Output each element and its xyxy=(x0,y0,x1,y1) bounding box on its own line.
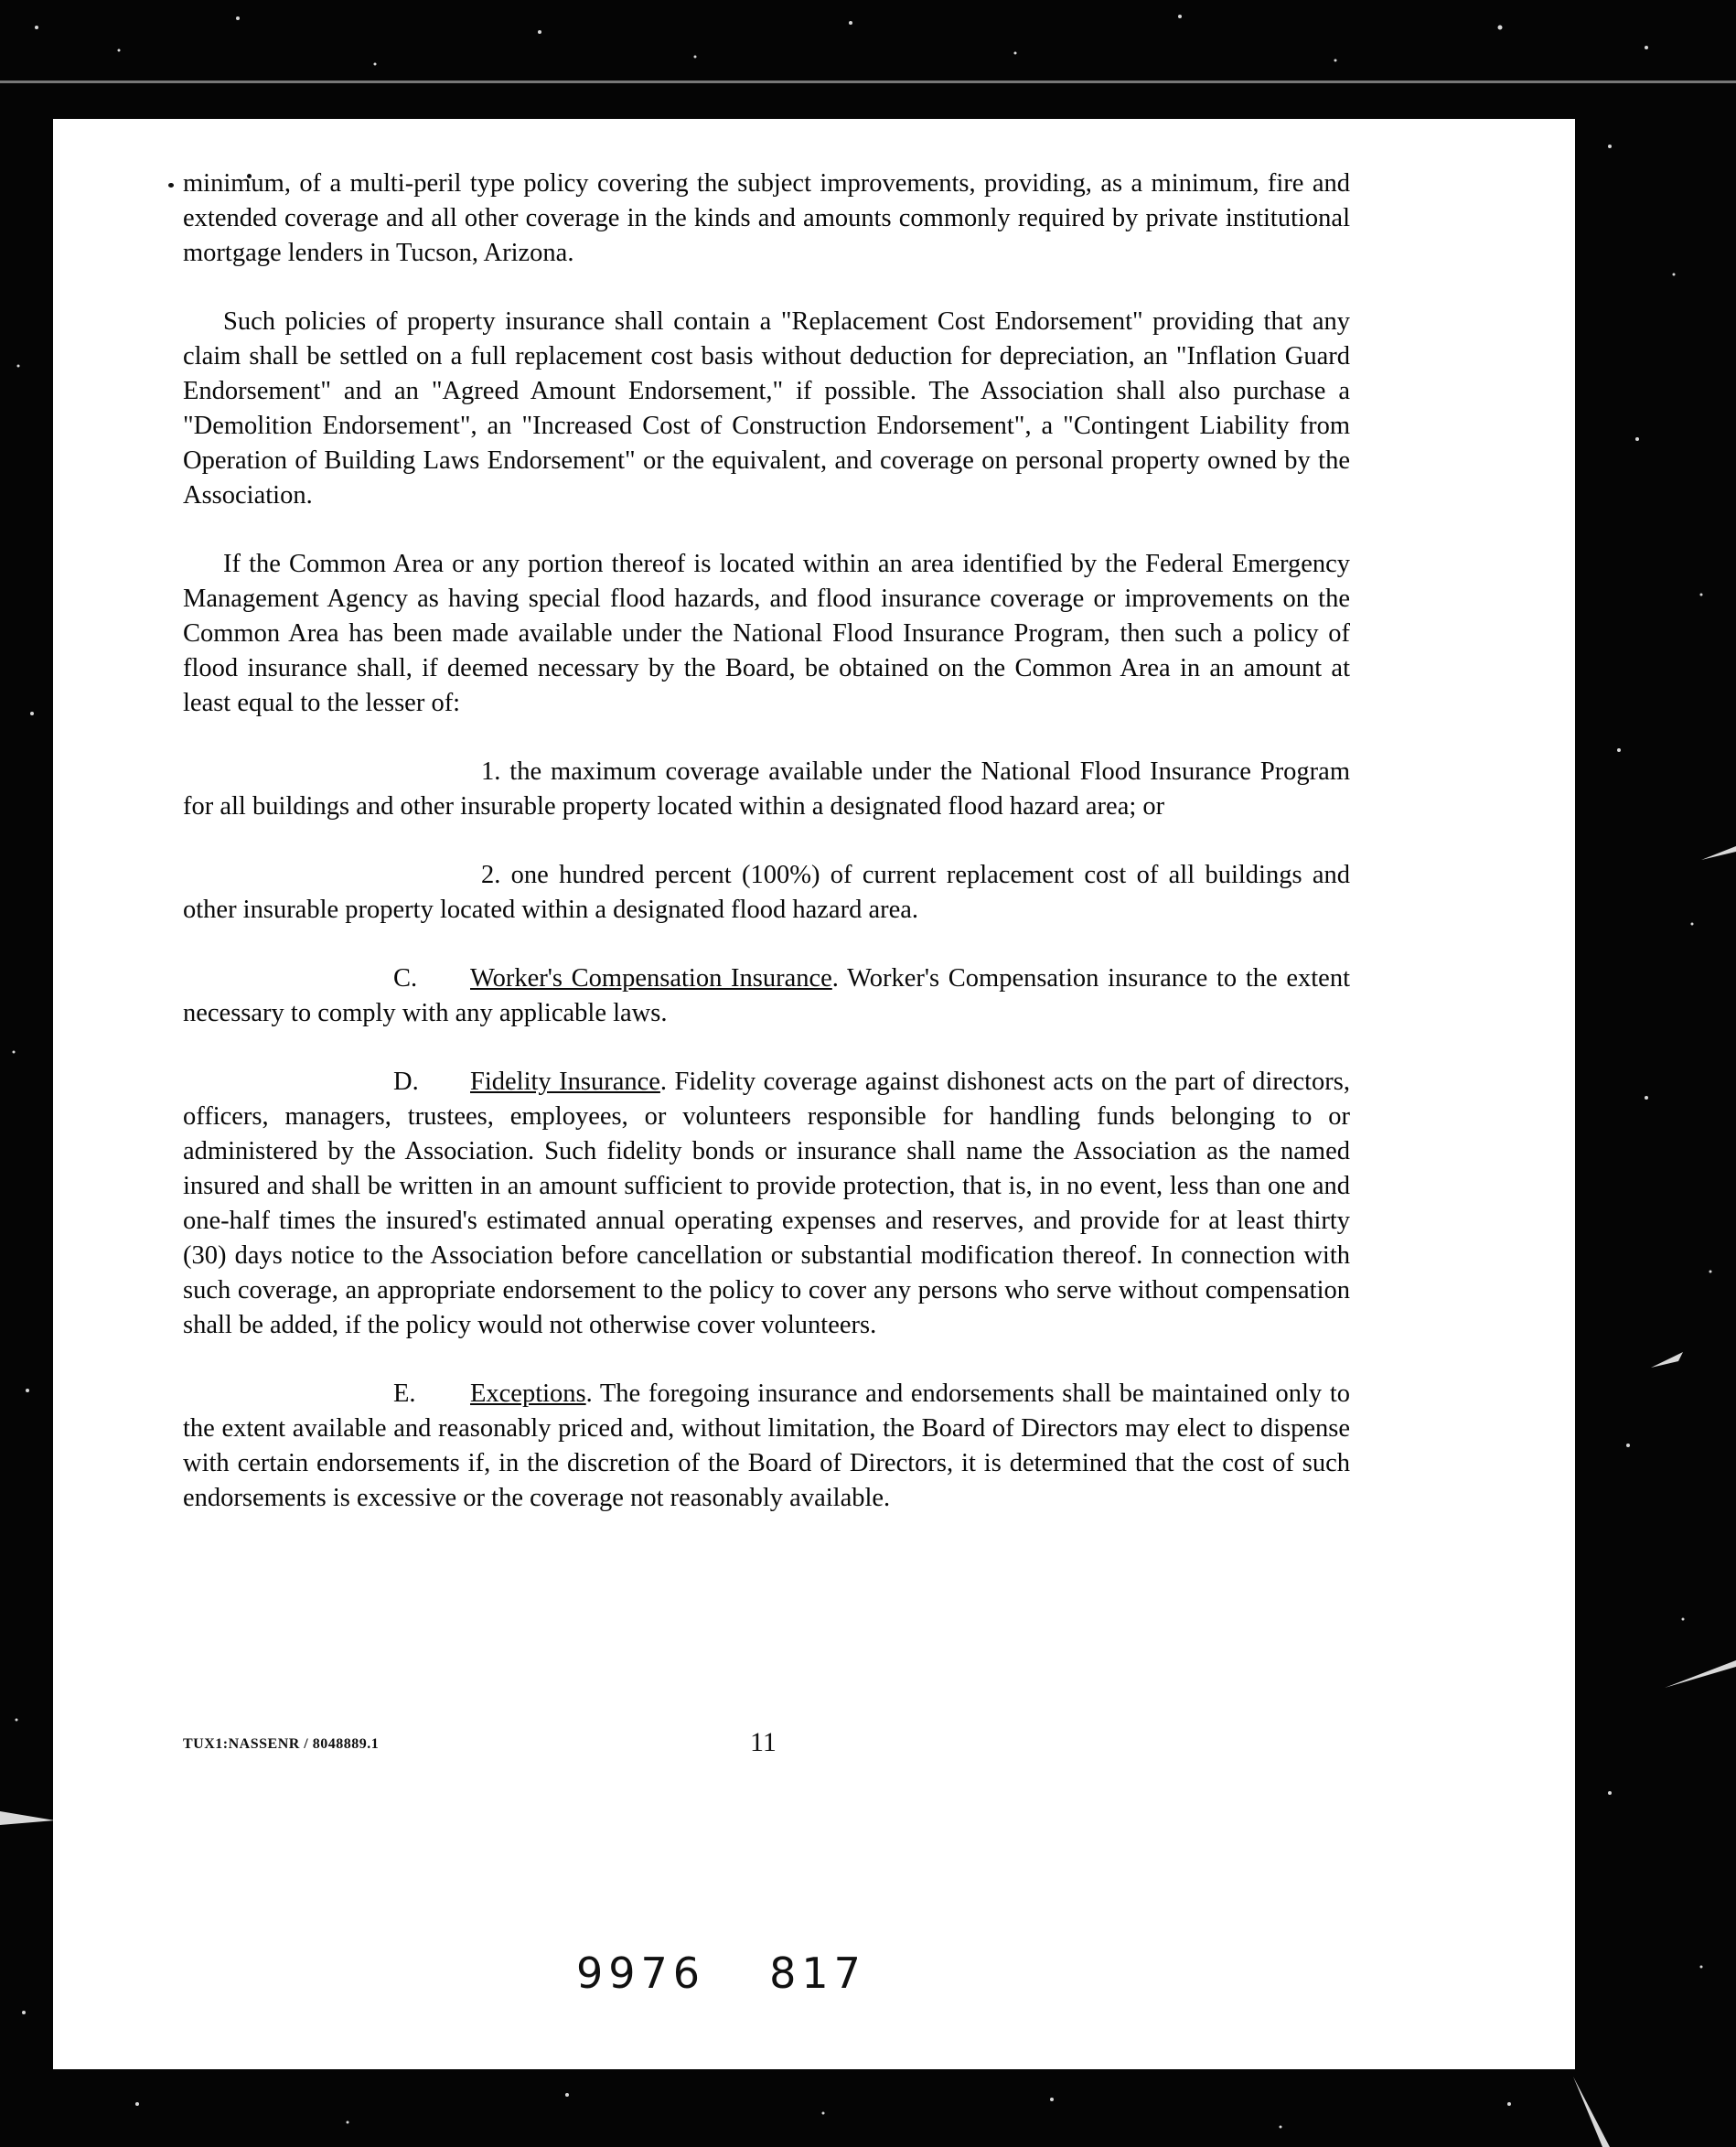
section-heading: Worker's Compensation Insurance xyxy=(470,964,832,993)
section-workers-compensation xyxy=(183,961,1350,1031)
section-body: . Fidelity coverage against dishonest acts on the part of directors, officers, managers, trustees, employees, or volunteers responsible for handling funds belonging to or administered by the Association. Such fidelity bonds or insurance shall name the Association as the named insured and shall be written in an amount sufficient to provide protection, that is, in no event, less than one and one-half times the insured's estimated annual operating expenses and reserves, and provide for at least thirty (30) days notice to the Association before cancellation or substantial modification thereof. In connection with such coverage, an appropriate endorsement to the policy to cover any persons who serve without compensation shall be added, if the policy would not otherwise cover volunteers. xyxy=(183,1068,1350,1339)
section-body: . The foregoing insurance and endorsements shall be maintained only to the extent available and reasonably priced and, without limitation, the Board of Directors may elect to dispense with certain endorsements if, in the discretion of the Board of Directors, it is determined that the cost of such endorsements is excessive or the coverage not reasonably available. xyxy=(183,1379,1350,1512)
list-item-max-coverage: 1. the maximum coverage available under the National Flood Insurance Program for all buildings and other insurable property located within a designated flood hazard area; or xyxy=(183,757,1350,821)
section-body: . Worker's Compensation insurance to the extent necessary to comply with any applicable laws. xyxy=(183,964,1351,1027)
paragraph-policy-minimum: minimum, of a multi-peril type policy covering the subject improvements, providing, as a minimum, fire and extended coverage and all other coverage in the kinds and amounts commonly required by private institutional mortgage lenders in Tucson, Arizona. xyxy=(183,169,1350,267)
paragraph-replacement-cost: Such policies of property insurance shall contain a "Replacement Cost Endorsement" providing that any claim shall be settled on a full replacement cost basis without deduction for depreciation, an "Inflation Guard Endorsement" and an "Agreed Amount Endorsement," if possible. The Association shall also purchase a "Demolition Endorsement", an "Increased Cost of Construction Endorsement", a "Contingent Liability from Operation of Building Laws Endorsement" or the equivalent, and coverage on personal property owned by the Association. xyxy=(183,307,1350,510)
page-number: 11 xyxy=(750,1727,777,1757)
section-heading: Exceptions xyxy=(470,1379,586,1408)
section-exceptions xyxy=(183,1377,1350,1516)
section-fidelity-insurance xyxy=(183,1065,1350,1343)
stamp-docket: 9976 xyxy=(576,1948,706,1998)
section-letter: E. xyxy=(393,1379,416,1408)
section-heading: Fidelity Insurance xyxy=(470,1068,660,1096)
list-item-replacement-percent: 2. one hundred percent (100%) of current replacement cost of all buildings and other insurable property located within a designated flood hazard area. xyxy=(183,861,1350,924)
document-body xyxy=(183,166,1350,1516)
scan-dot xyxy=(168,183,174,188)
section-letter: C. xyxy=(393,964,418,993)
recording-stamp xyxy=(576,1948,866,1998)
footer-document-id: TUX1:NASSENR / 8048889.1 xyxy=(183,1736,380,1752)
section-letter: D. xyxy=(393,1068,419,1096)
paragraph-flood-hazard: If the Common Area or any portion thereof is located within an area identified by the Federal Emergency Management Agency as having special flood hazards, and flood insurance coverage or improvements on the Common Area has been made available under the National Flood Insurance Program, then such a policy of flood insurance shall, if deemed necessary by the Board, be obtained on the Common Area in an amount at least equal to the lesser of: xyxy=(183,550,1350,717)
stamp-page: 817 xyxy=(769,1948,866,1998)
